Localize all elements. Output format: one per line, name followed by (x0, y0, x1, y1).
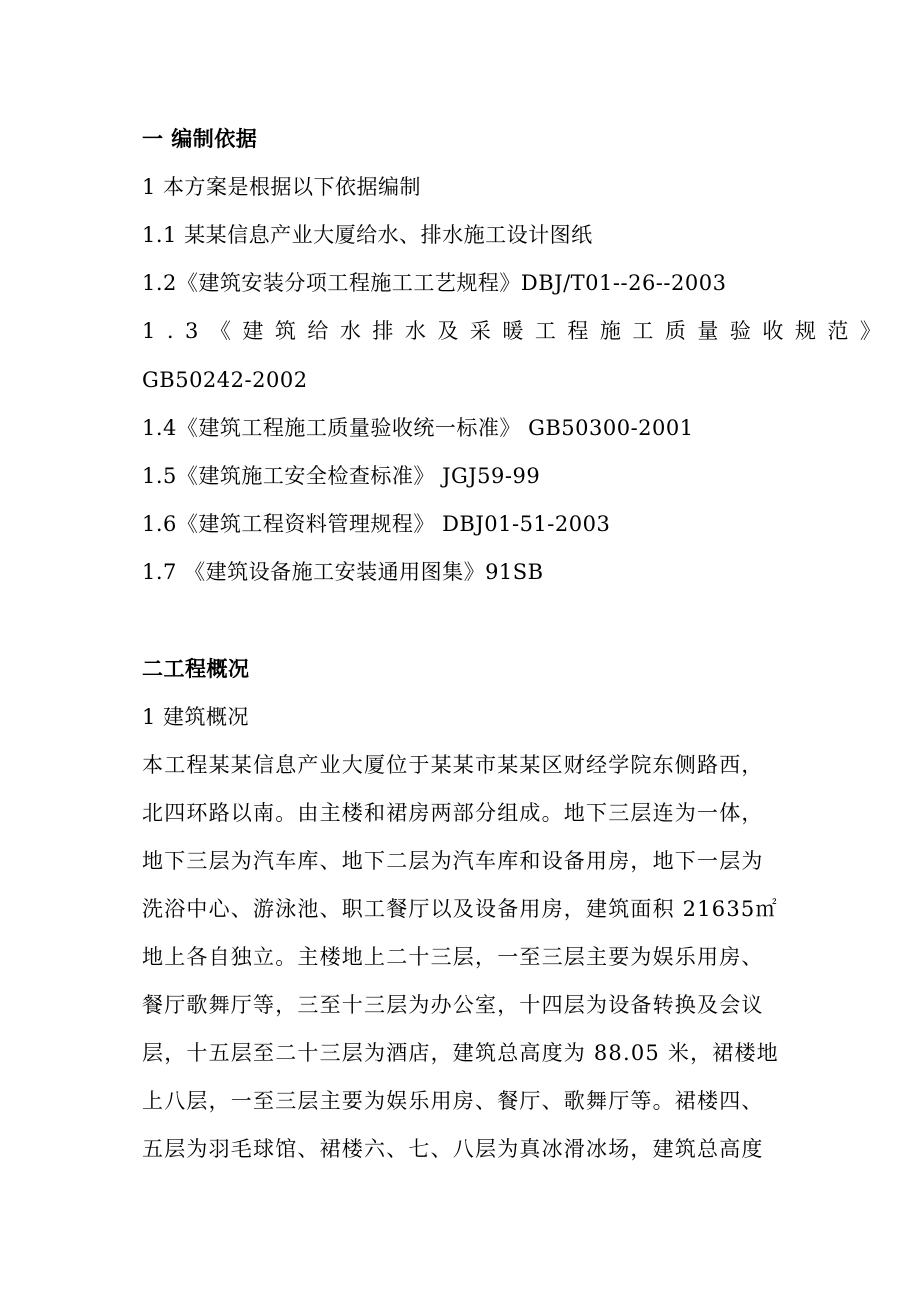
paragraph-line: 上八层，一至三层主要为娱乐用房、餐厅、歌舞厅等。裙楼四、 (142, 1089, 764, 1113)
paragraph-line: 本工程某某信息产业大厦位于某某市某某区财经学院东侧路西， (142, 753, 764, 777)
basis-item-1-6: 1.6《建筑工程资料管理规程》 DBJ01-51-2003 (142, 512, 611, 536)
basis-item-1-2: 1.2《建筑安装分项工程施工工艺规程》DBJ/T01--26--2003 (142, 271, 727, 295)
basis-item-1-3-line2: GB50242-2002 (142, 368, 308, 392)
subheading-building-overview: 1 建筑概况 (142, 705, 250, 729)
basis-item-1-5: 1.5《建筑施工安全检查标准》 JGJ59-99 (142, 464, 541, 488)
basis-item-1-7: 1.7 《建筑设备施工安装通用图集》91SB (142, 560, 544, 584)
paragraph-line: 洗浴中心、游泳池、职工餐厅以及设备用房，建筑面积 21635㎡ (142, 897, 778, 921)
paragraph-line: 五层为羽毛球馆、裙楼六、七、八层为真冰滑冰场，建筑总高度 (142, 1137, 764, 1161)
paragraph-line: 餐厅歌舞厅等，三至十三层为办公室，十四层为设备转换及会议 (142, 993, 764, 1017)
paragraph-line: 北四环路以南。由主楼和裙房两部分组成。地下三层连为一体， (142, 801, 764, 825)
paragraph-line: 地下三层为汽车库、地下二层为汽车库和设备用房，地下一层为 (142, 849, 764, 873)
paragraph-line: 层，十五层至二十三层为酒店，建筑总高度为 88.05 米，裙楼地 (142, 1041, 779, 1065)
section-heading-basis: 一 编制依据 (142, 127, 258, 151)
basis-item-1: 1 本方案是根据以下依据编制 (142, 175, 422, 199)
basis-item-1-4: 1.4《建筑工程施工质量验收统一标准》 GB50300-2001 (142, 416, 694, 440)
section-heading-overview: 二工程概况 (142, 657, 250, 681)
basis-item-1-3-line1: 1.3《建筑给水排水及采暖工程施工质量验收规范》 (142, 319, 893, 343)
paragraph-line: 地上各自独立。主楼地上二十三层，一至三层主要为娱乐用房、 (142, 945, 764, 969)
basis-item-1-1: 1.1 某某信息产业大厦给水、排水施工设计图纸 (142, 223, 593, 247)
